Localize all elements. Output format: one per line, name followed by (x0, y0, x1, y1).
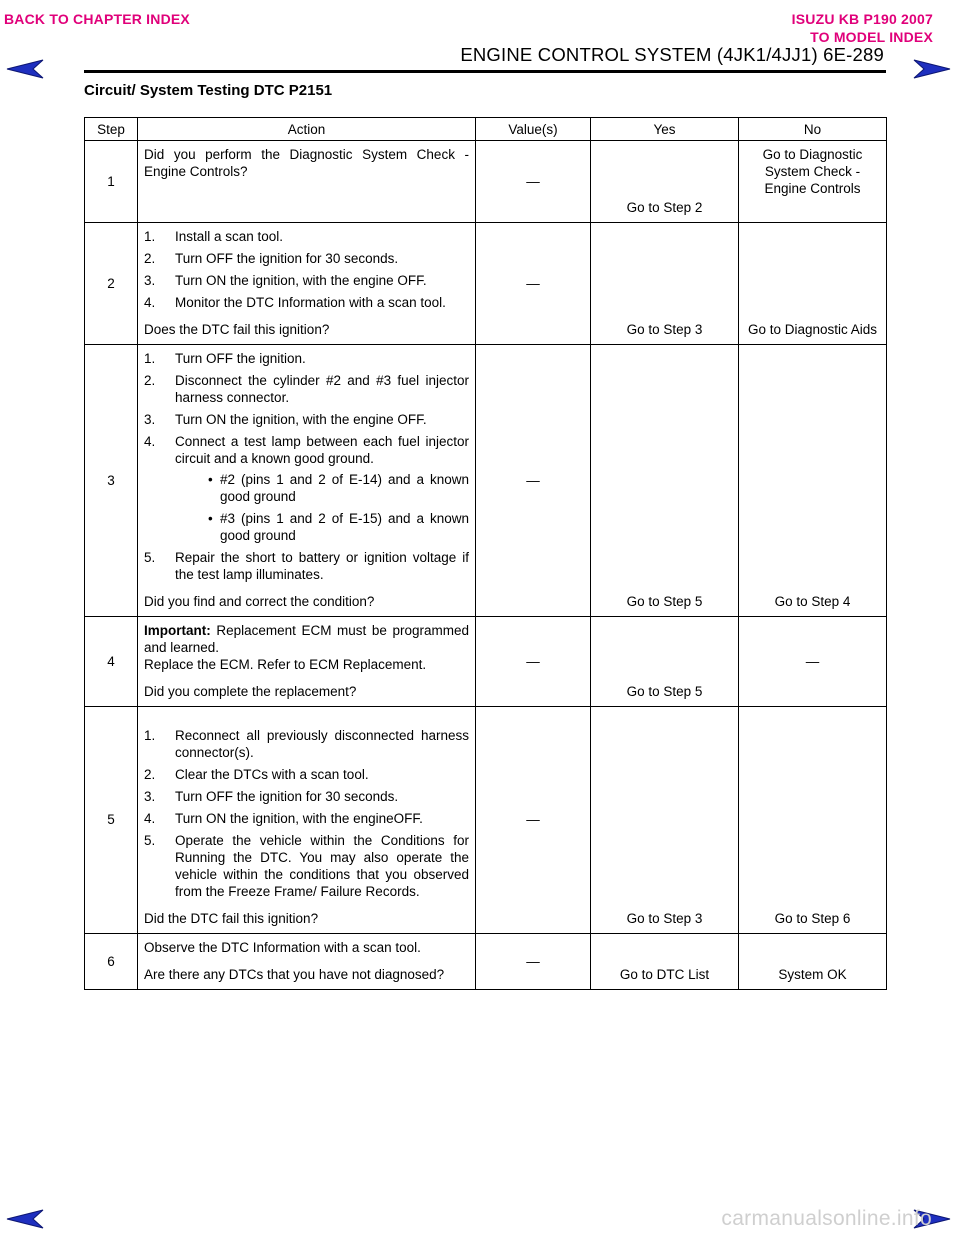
important-label: Important: (144, 623, 211, 638)
action-question: Did the DTC fail this ignition? (144, 911, 319, 926)
header-divider (84, 70, 886, 73)
action-instruction: Replace the ECM. Refer to ECM Replacement. (144, 657, 427, 672)
no-cell: Go to Diagnostic System Check - Engine Controls (739, 141, 887, 223)
no-cell: — (739, 617, 887, 707)
list-item: 4. Monitor the DTC Information with a scan tool. (144, 295, 446, 310)
yes-cell: Go to Step 3 (591, 707, 739, 934)
step-number: 1 (85, 141, 138, 223)
action-list (144, 350, 469, 583)
step-number: 2 (85, 223, 138, 345)
column-header-action: Action (138, 118, 476, 141)
value-cell: — (476, 223, 591, 345)
action-text (138, 617, 476, 707)
action-question: Did you find and correct the condition? (144, 594, 375, 609)
list-item: 3. Turn OFF the ignition for 30 seconds. (144, 789, 399, 804)
list-item: 3. Turn ON the ignition, with the engine OFF. (144, 273, 427, 288)
yes-cell: Go to Step 2 (591, 141, 739, 223)
action-question: Did you complete the replacement? (144, 684, 357, 699)
yes-cell: Go to DTC List (591, 934, 739, 990)
yes-cell: Go to Step 5 (591, 345, 739, 617)
list-item: 2. Clear the DTCs with a scan tool. (144, 767, 369, 782)
list-item: 3. Turn ON the ignition, with the engine OFF. (144, 412, 427, 427)
important-text: Replacement ECM must be programmed and learned. (144, 623, 469, 655)
action-text (138, 707, 476, 934)
table-row-step-1 (85, 141, 887, 223)
step-number: 4 (85, 617, 138, 707)
table-row-step-3 (85, 345, 887, 617)
value-cell: — (476, 707, 591, 934)
no-cell: Go to Step 6 (739, 707, 887, 934)
bullet-item: • #3 (pins 1 and 2 of E-15) and a known good ground (208, 511, 469, 543)
step-number: 3 (85, 345, 138, 617)
action-list (144, 228, 469, 311)
list-item: 1. Install a scan tool. (144, 229, 284, 244)
list-item: 5. Operate the vehicle within the Conditions for Running the DTC. You may also operate the vehicle within the conditions that you observed from the Freeze Frame/ Failure Records. (144, 833, 469, 899)
action-text (138, 223, 476, 345)
table-row-step-4 (85, 617, 887, 707)
action-intro: Did you perform the Diagnostic System Check - Engine Controls? (144, 147, 469, 179)
column-header-step: Step (85, 118, 138, 141)
action-question: Are there any DTCs that you have not diagnosed? (144, 967, 445, 982)
table-header-row (85, 118, 887, 141)
bullet-list (175, 471, 469, 544)
no-cell: Go to Diagnostic Aids (739, 223, 887, 345)
no-cell: Go to Step 4 (739, 345, 887, 617)
column-header-no: No (739, 118, 887, 141)
page-header-title: ENGINE CONTROL SYSTEM (4JK1/4JJ1) 6E-289 (460, 44, 884, 65)
list-item: 2. Turn OFF the ignition for 30 seconds. (144, 251, 399, 266)
value-cell: — (476, 934, 591, 990)
previous-page-arrow-icon[interactable] (5, 57, 45, 81)
column-header-value: Value(s) (476, 118, 591, 141)
model-index-link[interactable]: TO MODEL INDEX (810, 29, 933, 45)
back-to-chapter-index-link[interactable]: BACK TO CHAPTER INDEX (4, 11, 190, 27)
previous-page-bottom-arrow-icon[interactable] (5, 1207, 45, 1231)
action-text (138, 345, 476, 617)
list-item: 1. Turn OFF the ignition. (144, 351, 306, 366)
action-intro: Observe the DTC Information with a scan tool. (144, 940, 421, 955)
no-cell: System OK (739, 934, 887, 990)
diagnostic-table (84, 117, 887, 990)
list-item: 2. Disconnect the cylinder #2 and #3 fuel injector harness connector. (144, 373, 469, 405)
yes-cell: Go to Step 5 (591, 617, 739, 707)
action-text (138, 141, 476, 223)
watermark: carmanualsonline.info (721, 1207, 932, 1230)
list-item: 1. Reconnect all previously disconnected harness connector(s). (144, 728, 469, 760)
table-row-step-5 (85, 707, 887, 934)
action-list (144, 727, 469, 900)
value-cell: — (476, 617, 591, 707)
section-title: Circuit/ System Testing DTC P2151 (84, 82, 333, 99)
list-item: 4. Turn ON the ignition, with the engineOFF. (144, 811, 423, 826)
step-number: 5 (85, 707, 138, 934)
column-header-yes: Yes (591, 118, 739, 141)
table-row-step-6 (85, 934, 887, 990)
action-question: Does the DTC fail this ignition? (144, 322, 330, 337)
yes-cell: Go to Step 3 (591, 223, 739, 345)
value-cell: — (476, 141, 591, 223)
value-cell: — (476, 345, 591, 617)
table-row-step-2 (85, 223, 887, 345)
next-page-arrow-icon[interactable] (912, 57, 952, 81)
model-title-link[interactable]: ISUZU KB P190 2007 (791, 11, 933, 27)
step-number: 6 (85, 934, 138, 990)
action-text (138, 934, 476, 990)
bullet-item: • #2 (pins 1 and 2 of E-14) and a known good ground (208, 472, 469, 504)
list-item: 5. Repair the short to battery or ignition voltage if the test lamp illuminates. (144, 550, 469, 582)
list-item: 4. Connect a test lamp between each fuel injector circuit and a known good ground. • #2 (pins 1 and 2 of E-14) and a known good ground • #3 (pins 1 and 2 of E-15) and a known good ground (144, 434, 469, 543)
